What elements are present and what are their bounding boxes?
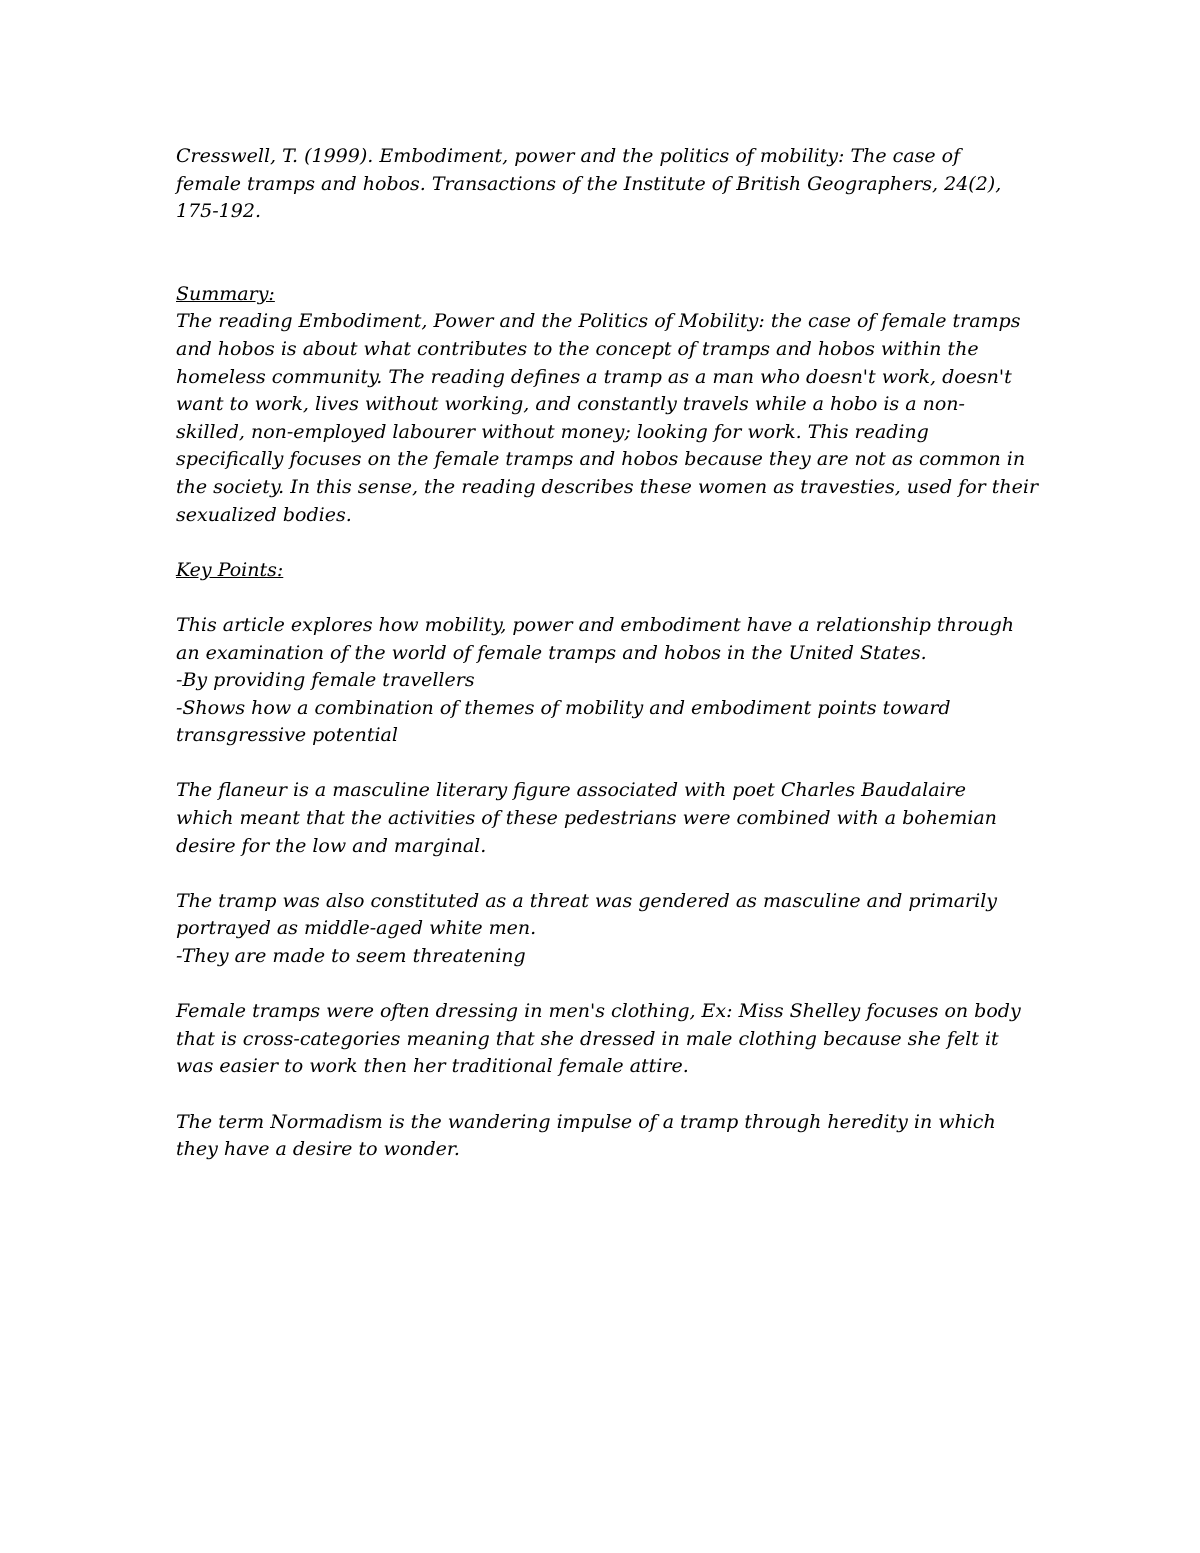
key-point-paragraph [176, 888, 1036, 971]
summary-line: sexualized bodies. [176, 503, 352, 526]
key-points-section [176, 557, 1036, 1164]
summary-section [176, 281, 1039, 529]
key-point-line: transgressive potential [176, 724, 398, 747]
summary-line: the society. In this sense, the reading describes these women as travesties, used for their [176, 475, 1039, 498]
summary-line: homeless community. The reading defines a tramp as a man who doesn't work, doesn't [176, 365, 1012, 388]
key-point-line: This article explores how mobility, power and embodiment have a relationship through [176, 613, 1015, 636]
citation-block [176, 143, 1036, 226]
key-point-line: The tramp was also constituted as a threat was gendered as masculine and primarily [176, 889, 998, 912]
key-point-paragraph [176, 777, 1036, 860]
citation-line: 175-192. [176, 200, 261, 223]
key-point-line: desire for the low and marginal. [176, 834, 487, 857]
key-point-line: portrayed as middle-aged white men. [176, 917, 537, 940]
summary-line: skilled, non-employed labourer without money; looking for work. This reading [176, 420, 929, 443]
key-point-line: The flaneur is a masculine literary figure associated with poet Charles Baudalaire [176, 779, 966, 802]
key-point-paragraph [176, 998, 1036, 1081]
summary-line: and hobos is about what contributes to the concept of tramps and hobos within the [176, 337, 979, 360]
key-point-line: an examination of the world of female tramps and hobos in the United States. [176, 641, 927, 664]
key-point-line: -By providing female travellers [176, 669, 475, 692]
key-point-line: that is cross-categories meaning that she dressed in male clothing because she felt it [176, 1027, 999, 1050]
key-point-line: The term Normadism is the wandering impulse of a tramp through heredity in which [176, 1110, 996, 1133]
summary-line: The reading Embodiment, Power and the Politics of Mobility: the case of female tramps [176, 310, 1021, 333]
summary-line: want to work, lives without working, and constantly travels while a hobo is a non- [176, 393, 965, 416]
summary-line: specifically focuses on the female tramps and hobos because they are not as common in [176, 448, 1026, 471]
citation-line: female tramps and hobos. Transactions of the Institute of British Geographers, 24(2), [176, 172, 1002, 195]
key-point-line: they have a desire to wonder. [176, 1138, 460, 1161]
key-point-line: Female tramps were often dressing in men's clothing, Ex: Miss Shelley focuses on body [176, 1000, 1021, 1023]
document-page [176, 143, 1039, 1164]
key-point-line: was easier to work then her traditional female attire. [176, 1055, 689, 1078]
key-point-line: -Shows how a combination of themes of mobility and embodiment points toward [176, 696, 951, 719]
key-point-line: which meant that the activities of these pedestrians were combined with a bohemian [176, 807, 997, 830]
key-point-paragraph [176, 1109, 1036, 1164]
key-point-line: -They are made to seem threatening [176, 945, 526, 968]
key-points-heading: Key Points: [176, 558, 284, 581]
summary-heading: Summary: [176, 282, 275, 305]
citation-line: Cresswell, T. (1999). Embodiment, power and the politics of mobility: The case of [176, 145, 961, 167]
key-point-paragraph [176, 612, 1036, 750]
